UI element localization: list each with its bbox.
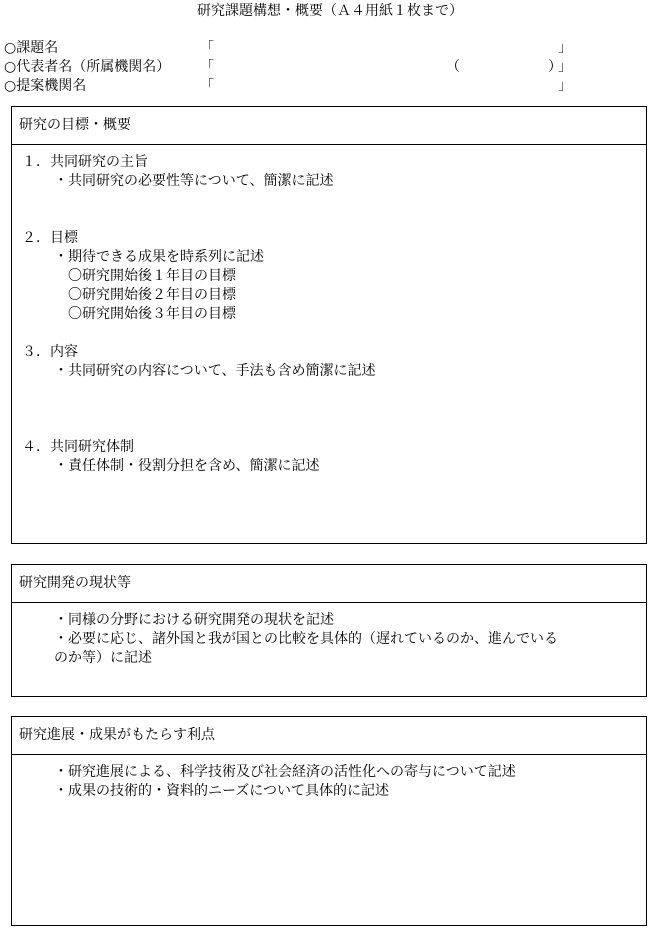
- body-line: のか等）に記述: [54, 650, 152, 666]
- field-bracket-close: 」: [558, 40, 572, 56]
- field-bracket-open: 「: [200, 59, 214, 75]
- body-line: ・同様の分野における研究開発の現状を記述: [54, 612, 334, 628]
- field-paren-close: ）: [548, 59, 562, 75]
- body-line: ・成果の技術的・資料的ニーズについて具体的に記述: [54, 783, 390, 799]
- item-heading: １．共同研究の主旨: [22, 154, 148, 170]
- item-heading: ２．目標: [22, 230, 78, 246]
- field-label-representative: ○代表者名（所属機関名）: [4, 59, 171, 75]
- field-bracket-close: 」: [558, 59, 572, 75]
- item-sub-line: 〇研究開始後３年目の目標: [68, 306, 236, 322]
- section-heading: 研究開発の現状等: [12, 565, 646, 603]
- field-label-project-title: ○課題名: [4, 40, 59, 56]
- item-line: ・共同研究の内容について、手法も含め簡潔に記述: [54, 363, 376, 379]
- item-sub-line: 〇研究開始後１年目の目標: [68, 268, 236, 284]
- item-line: ・責任体制・役割分担を含め、簡潔に記述: [54, 458, 320, 474]
- body-line: ・研究進展による、科学技術及び社会経済の活性化への寄与について記述: [54, 764, 516, 780]
- field-bracket-close: 」: [558, 78, 572, 94]
- section-heading: 研究進展・成果がもたらす利点: [12, 717, 646, 755]
- field-bracket-open: 「: [200, 78, 214, 94]
- field-bracket-open: 「: [200, 40, 214, 56]
- field-paren-open: （: [446, 59, 460, 75]
- item-sub-line: 〇研究開始後２年目の目標: [68, 287, 236, 303]
- page-title: 研究課題構想・概要（Ａ４用紙１枚まで）: [197, 3, 463, 19]
- section-heading: 研究の目標・概要: [12, 107, 646, 145]
- item-heading: ３．内容: [22, 344, 78, 360]
- item-line: ・共同研究の必要性等について、簡潔に記述: [54, 173, 334, 189]
- section-benefits: [11, 716, 647, 926]
- item-line: ・期待できる成果を時系列に記述: [54, 249, 264, 265]
- section-research-goals: [11, 106, 647, 544]
- section-current-status: [11, 564, 647, 697]
- field-label-proposing-org: ○提案機関名: [4, 78, 87, 94]
- body-line: ・必要に応じ、諸外国と我が国との比較を具体的（遅れているのか、進んでいる: [54, 631, 558, 647]
- item-heading: ４．共同研究体制: [22, 439, 134, 455]
